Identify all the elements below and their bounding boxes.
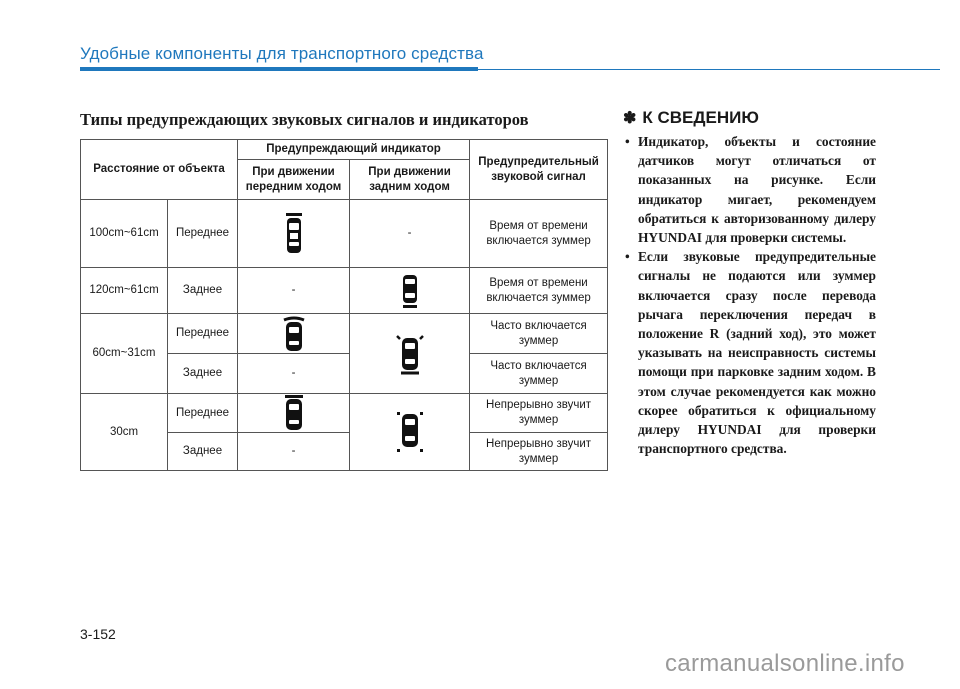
direction-cell: Переднее <box>168 200 238 268</box>
warning-table <box>80 139 608 471</box>
notice-bullet <box>623 247 876 458</box>
sound-cell: Непрерывно звучит зуммер <box>470 433 608 471</box>
car-rear-sensor-icon <box>400 274 420 308</box>
reverse-indicator-cell <box>350 314 470 394</box>
bullet-icon: • <box>625 249 630 265</box>
header-rule-thin <box>478 69 940 70</box>
table-row <box>81 268 608 314</box>
header-indicator: Предупреждающий индикатор <box>238 140 470 160</box>
table-row <box>81 314 608 354</box>
header-forward: При движении передним ходом <box>238 160 350 200</box>
sound-cell: Часто включается зуммер <box>470 314 608 354</box>
car-front-sensor-icon <box>282 213 306 255</box>
forward-indicator-cell <box>238 394 350 433</box>
distance-cell: 60cm~31cm <box>81 314 168 394</box>
reverse-indicator-cell <box>350 394 470 471</box>
asterisk-icon: ✽ <box>623 110 637 127</box>
forward-indicator-cell <box>238 314 350 354</box>
distance-cell: 120cm~61cm <box>81 268 168 314</box>
chapter-title: Удобные компоненты для транспортного средства <box>80 44 484 63</box>
bullet-icon: • <box>625 134 630 149</box>
table-row <box>81 394 608 433</box>
watermark: carmanualsonline.info <box>665 650 905 677</box>
direction-cell: Переднее <box>168 394 238 433</box>
direction-cell: Переднее <box>168 314 238 354</box>
forward-indicator-cell: - <box>238 268 350 314</box>
sound-cell: Время от времени включается зуммер <box>470 200 608 268</box>
notice-bullet-text: Индикатор, объекты и состояние датчиков могут отличаться от показанных на рисунке. Если индикатор мигает, рекомендуем обратиться к авторизованному дилеру HYUNDAI для проверки системы. <box>638 134 876 246</box>
direction-cell: Заднее <box>168 433 238 471</box>
header-sound: Предупредительный звуковой сигнал <box>470 140 608 200</box>
header-distance: Расстояние от объекта <box>81 140 238 200</box>
notice-title <box>623 108 876 128</box>
forward-indicator-cell <box>238 200 350 268</box>
sound-cell: Часто включается зуммер <box>470 354 608 394</box>
sound-cell: Время от времени включается зуммер <box>470 268 608 314</box>
reverse-indicator-cell: - <box>350 200 470 268</box>
page-number: 3-152 <box>80 626 116 642</box>
reverse-indicator-cell <box>350 268 470 314</box>
car-front-corner-sensor-icon <box>281 316 307 352</box>
header-rule-thick <box>80 67 478 71</box>
distance-cell: 100cm~61cm <box>81 200 168 268</box>
notice-bullet <box>623 132 876 247</box>
direction-cell: Заднее <box>168 268 238 314</box>
section-title: Типы предупреждающих звуковых сигналов и индикаторов <box>80 110 529 129</box>
table-row <box>81 200 608 268</box>
notice-bullet-text: Если звуковые предупредительные сигналы не подаются или зуммер включается сразу после перевода рычага переключения передач в положение R (задний ход), это может указывать на неисправность системы помощи при парковке задним ходом. В этом случае рекомендуется как можно скорее обратиться к официальному дилеру HYUNDAI для проверки транспортного средства. <box>638 249 876 457</box>
header-reverse: При движении задним ходом <box>350 160 470 200</box>
car-rear-corner-sensor-icon <box>393 332 427 376</box>
distance-cell: 30cm <box>81 394 168 471</box>
forward-indicator-cell: - <box>238 354 350 394</box>
car-front-close-sensor-icon <box>282 395 306 431</box>
sound-cell: Непрерывно звучит зуммер <box>470 394 608 433</box>
notice-title-text: К СВЕДЕНИЮ <box>642 108 759 127</box>
direction-cell: Заднее <box>168 354 238 394</box>
forward-indicator-cell: - <box>238 433 350 471</box>
notice-box <box>623 108 876 458</box>
car-rear-close-sensor-icon <box>394 409 426 455</box>
